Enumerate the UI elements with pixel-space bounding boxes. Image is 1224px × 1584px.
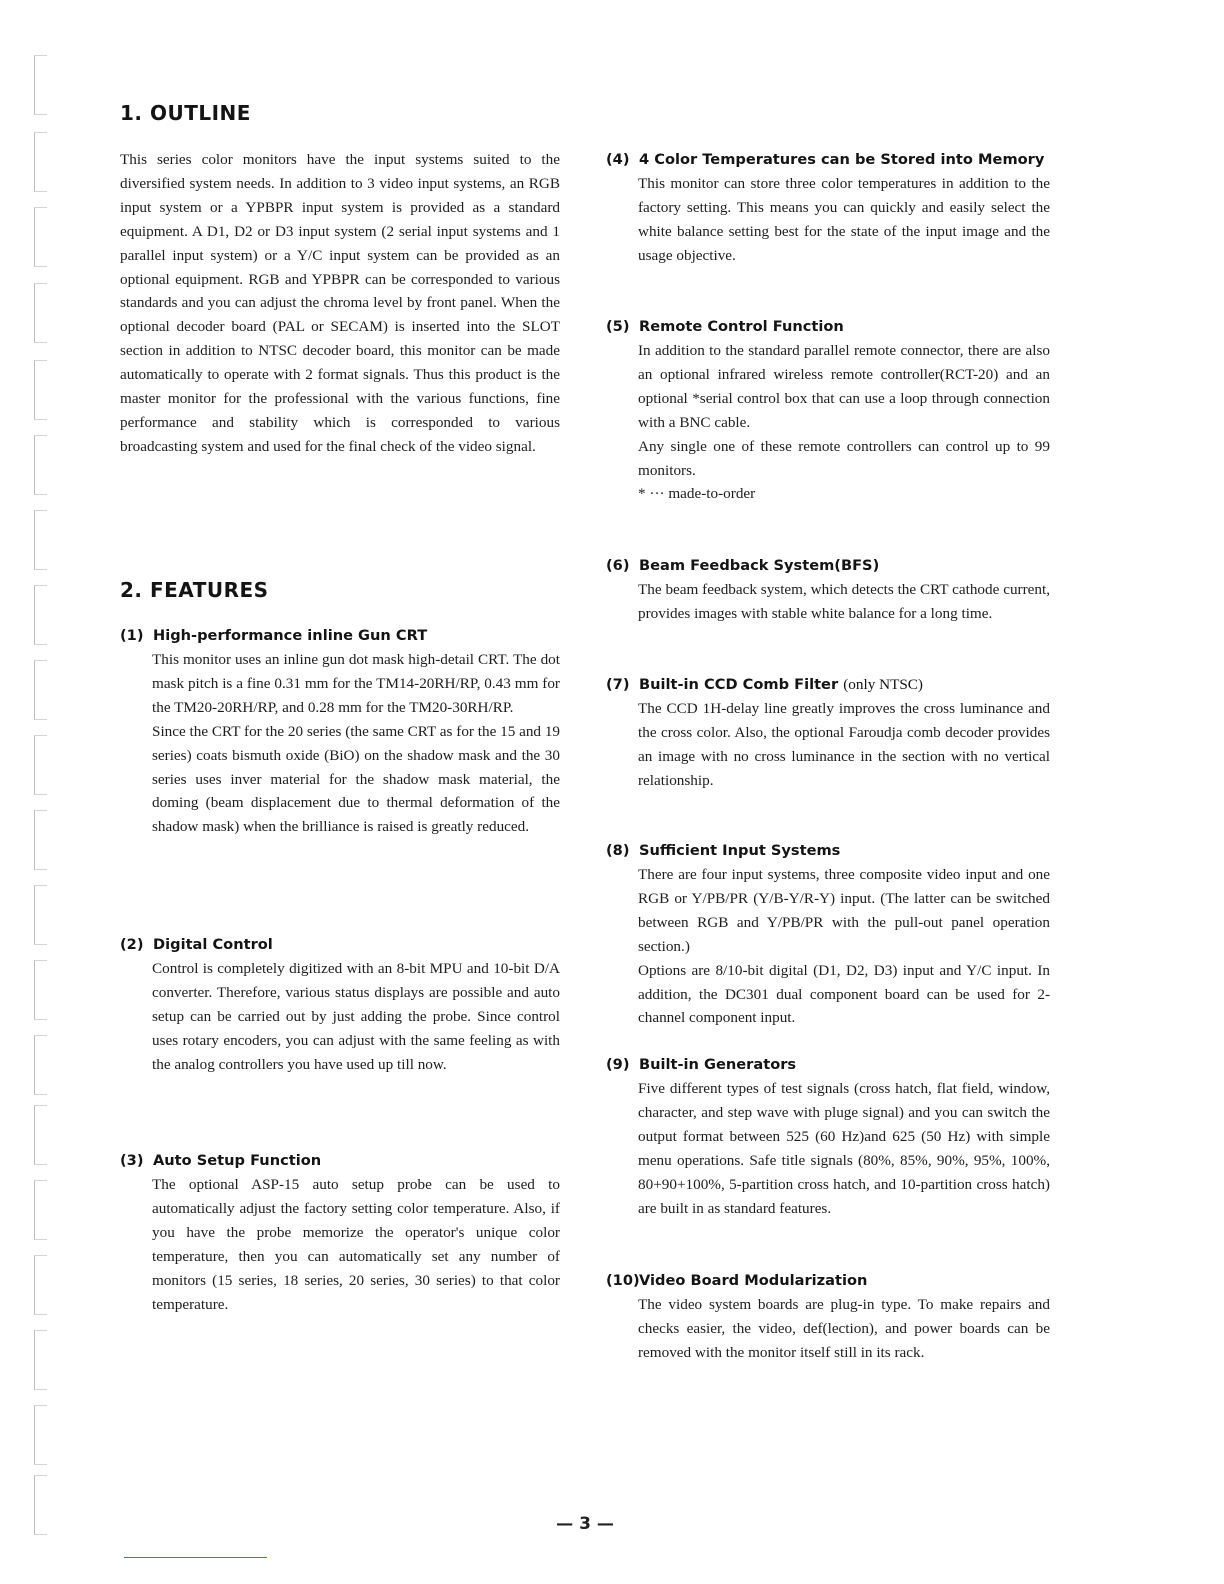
feature-item-7 [606, 673, 1050, 793]
feature-heading-text: Built-in Generators [639, 1056, 797, 1073]
feature-item-6 [606, 554, 1050, 626]
feature-heading [606, 839, 1050, 863]
binder-hole-marks [28, 55, 60, 1535]
feature-heading [120, 933, 560, 957]
feature-body [606, 1077, 1050, 1220]
feature-paragraph: Control is completely digitized with an 8-bit MPU and 10-bit D/A converter. Therefore, various status displays are possible and auto setup can be carried out by just adding the probe. Since control uses rotary encoders, you can adjust with the same feeling as with the analog controllers you have used up till now. [152, 960, 560, 1073]
feature-heading [606, 554, 1050, 578]
feature-number: (10) [606, 1272, 640, 1289]
feature-footnote: * ··· made-to-order [638, 485, 756, 503]
feature-body [606, 578, 1050, 626]
binder-mark [34, 735, 47, 795]
feature-body [606, 339, 1050, 506]
feature-number: (3) [120, 1152, 144, 1169]
binder-mark [34, 660, 47, 720]
feature-heading-text: Video Board Modularization [639, 1272, 868, 1289]
feature-heading-text: Auto Setup Function [153, 1152, 322, 1169]
binder-mark [34, 1105, 47, 1165]
outline-title: 1. OUTLINE [120, 101, 251, 125]
feature-number: (6) [606, 557, 630, 574]
feature-paragraph: Since the CRT for the 20 series (the same CRT as for the 15 and 19 series) coats bismuth oxide (BiO) on the shadow mask and the 30 series uses inver material for the shadow mask material, the doming (beam displacement due to thermal deformation of the shadow mask) when the brilliance is raised is greatly reduced. [152, 722, 561, 836]
feature-number: (2) [120, 936, 144, 953]
feature-item-8 [606, 839, 1050, 1030]
binder-mark [34, 810, 47, 870]
feature-item-4 [606, 148, 1050, 268]
feature-heading [606, 1053, 1050, 1077]
feature-item-1 [120, 624, 560, 839]
feature-body [120, 648, 560, 839]
feature-paragraph: The optional ASP-15 auto setup probe can be used to automatically adjust the factory setting color temperature. Also, if you have the probe memorize the operator's unique color temperature, then you can automatically set any number of monitors (15 series, 18 series, 20 series, 30 series) to that color temperature. [152, 1176, 560, 1313]
binder-mark [34, 132, 47, 192]
feature-paragraph: Five different types of test signals (cross hatch, flat field, window, character, and step wave with pluge signal) and you can switch the output format between 525 (60 Hz)and 625 (50 Hz) with simple menu operations. Safe title signals (80%, 85%, 90%, 95%, 100%, 80+90+100%, 5-partition cross hatch, and 10-partition cross hatch) are built in as standard features. [638, 1080, 1050, 1217]
feature-paragraph: Options are 8/10-bit digital (D1, D2, D3) input and Y/C input. In addition, the DC301 dual component board can be used for 2-channel component input. [638, 961, 1050, 1027]
feature-body [606, 697, 1050, 793]
feature-item-2 [120, 933, 560, 1077]
binder-mark [34, 1180, 47, 1240]
binder-mark [34, 207, 47, 267]
feature-heading-text: High-performance inline Gun CRT [153, 627, 428, 644]
feature-body [120, 1173, 560, 1316]
feature-number: (8) [606, 842, 630, 859]
feature-heading [120, 1149, 560, 1173]
feature-heading [606, 1269, 1050, 1293]
binder-mark [34, 1330, 47, 1390]
feature-paragraph: The video system boards are plug-in type. To make repairs and checks easier, the video, def(lection), and power boards can be removed with the monitor itself still in its rack. [638, 1296, 1050, 1361]
page-number: — 3 — [556, 1514, 614, 1534]
feature-body [606, 1293, 1050, 1365]
feature-number: (9) [606, 1056, 630, 1073]
feature-paragraph: There are four input systems, three composite video input and one RGB or Y/PB/PR (Y/B-Y/R-Y) input. (The latter can be switched between RGB and Y/PB/PR with the pull-out panel operation section.) [638, 866, 1050, 955]
feature-paragraph: This monitor uses an inline gun dot mask high-detail CRT. The dot mask pitch is a fine 0.31 mm for the TM14-20RH/RP, 0.43 mm for the TM20-20RH/RP, and 0.28 mm for the TM20-30RH/RP. [152, 651, 560, 716]
feature-paragraph: In addition to the standard parallel remote connector, there are also an optional infrared wireless remote controller(RCT-20) and an optional *serial control box that can use a loop through connection with a BNC cable. [638, 342, 1050, 431]
binder-mark [34, 360, 47, 420]
feature-item-9 [606, 1053, 1050, 1220]
binder-mark [34, 55, 47, 115]
binder-mark [34, 1255, 47, 1315]
feature-heading [606, 673, 1050, 697]
feature-item-10 [606, 1269, 1050, 1365]
outline-body: This series color monitors have the input systems suited to the diversified system needs. In addition to 3 video input systems, an RGB input system or a YPBPR input system is provided as a standard equipment. A D1, D2 or D3 input system (2 serial input systems and 1 parallel input system) or a Y/C input system can be provided as an optional equipment. RGB and YPBPR can be corresponded to various standards and you can adjust the chroma level by front panel. When the optional decoder board (PAL or SECAM) is inserted into the SLOT section in addition to NTSC decoder board, this monitor can be made automatically to operate with 2 format signals. Thus this product is the master monitor for the professional with the various functions, fine performance and stability which is corresponded to various broadcasting system and used for the final check of the video signal. [120, 151, 560, 455]
feature-heading [120, 624, 560, 648]
feature-heading-text: Digital Control [153, 936, 273, 953]
feature-heading-text: Sufficient Input Systems [639, 842, 841, 859]
feature-body [606, 172, 1050, 268]
binder-mark [34, 510, 47, 570]
outline-section [120, 148, 560, 459]
feature-heading-text: 4 Color Temperatures can be Stored into Memory [639, 151, 1045, 168]
feature-heading-note: (only NTSC) [843, 676, 923, 693]
binder-mark [34, 1405, 47, 1465]
feature-number: (5) [606, 318, 630, 335]
binder-mark [34, 885, 47, 945]
feature-body [606, 863, 1050, 1030]
feature-number: (1) [120, 627, 144, 644]
binder-mark [34, 960, 47, 1020]
feature-paragraph: This monitor can store three color temperatures in addition to the factory setting. This means you can quickly and easily select the white balance setting best for the state of the input image and the usage objective. [638, 175, 1050, 264]
binder-mark [34, 1035, 47, 1095]
feature-heading [606, 315, 1050, 339]
footer-rule [124, 1557, 267, 1558]
feature-heading [606, 148, 1050, 172]
binder-mark [34, 585, 47, 645]
feature-paragraph: The CCD 1H-delay line greatly improves the cross luminance and the cross color. Also, the optional Faroudja comb decoder provides an image with no cross luminance in the section with no vertical relationship. [638, 700, 1050, 789]
feature-heading-text: Beam Feedback System(BFS) [639, 557, 880, 574]
feature-heading-text: Built-in CCD Comb Filter [639, 676, 839, 693]
feature-heading-text: Remote Control Function [639, 318, 844, 335]
feature-body [120, 957, 560, 1077]
feature-number: (7) [606, 676, 630, 693]
binder-mark [34, 435, 47, 495]
binder-mark [34, 283, 47, 343]
feature-item-3 [120, 1149, 560, 1316]
feature-paragraph: The beam feedback system, which detects the CRT cathode current, provides images with stable white balance for a long time. [638, 581, 1050, 622]
feature-item-5 [606, 315, 1050, 506]
features-title: 2. FEATURES [120, 578, 269, 602]
feature-paragraph: Any single one of these remote controllers can control up to 99 monitors. [638, 437, 1050, 479]
feature-number: (4) [606, 151, 630, 168]
